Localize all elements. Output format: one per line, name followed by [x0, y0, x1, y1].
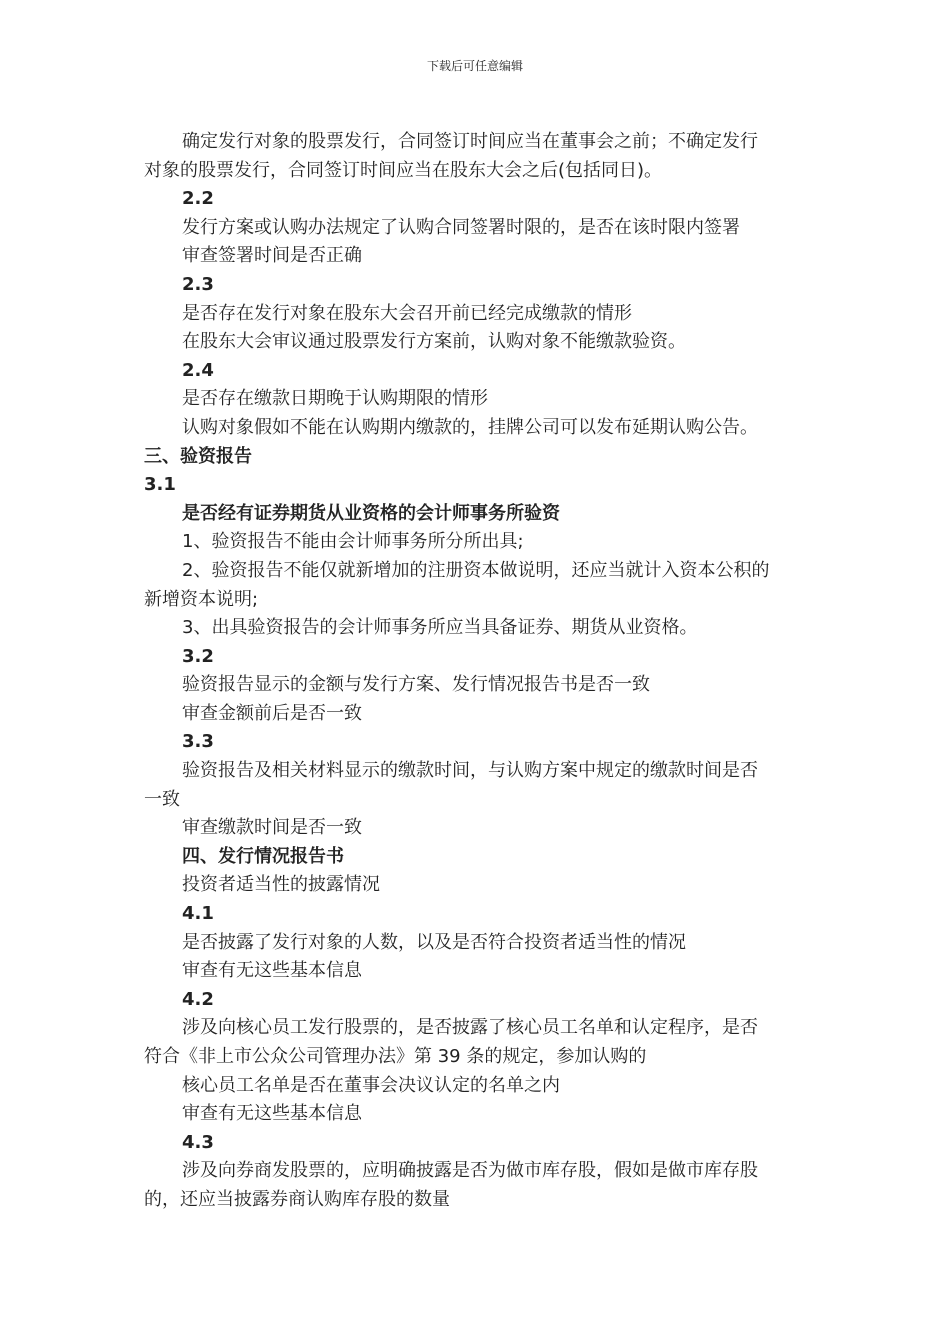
- text-line: 投资者适当性的披露情况: [182, 874, 380, 896]
- text-line: 审查金额前后是否一致: [182, 702, 362, 724]
- text-line: 2、验资报告不能仅就新增加的注册资本做说明，还应当就计入资本公积的: [182, 559, 770, 581]
- section-heading: 4.3: [182, 1131, 214, 1153]
- text-line: 1、验资报告不能由会计师事务所分所出具;: [182, 531, 524, 553]
- text-line: 审查有无这些基本信息: [182, 1103, 362, 1125]
- text-line: 核心员工名单是否在董事会决议认定的名单之内: [182, 1074, 560, 1096]
- text-line: 是否存在发行对象在股东大会召开前已经完成缴款的情形: [182, 302, 632, 324]
- text-line: 认购对象假如不能在认购期内缴款的，挂牌公司可以发布延期认购公告。: [182, 416, 758, 438]
- section-heading: 三、验资报告: [144, 445, 252, 467]
- section-heading: 4.1: [182, 903, 214, 925]
- text-line: 的，还应当披露券商认购库存股的数量: [144, 1188, 450, 1210]
- text-line: 在股东大会审议通过股票发行方案前，认购对象不能缴款验资。: [182, 331, 686, 353]
- document-body: [144, 128, 810, 1215]
- text-line: 验资报告及相关材料显示的缴款时间，与认购方案中规定的缴款时间是否: [182, 760, 758, 782]
- text-line: 对象的股票发行，合同签订时间应当在股东大会之后(包括同日)。: [144, 159, 663, 181]
- text-line: 新增资本说明;: [144, 588, 259, 610]
- section-heading: 3.2: [182, 645, 214, 667]
- text-line: 涉及向券商发股票的，应明确披露是否为做市库存股，假如是做市库存股: [182, 1160, 758, 1182]
- text-line: 发行方案或认购办法规定了认购合同签署时限的，是否在该时限内签署: [182, 216, 740, 238]
- text-line: 审查缴款时间是否一致: [182, 817, 362, 839]
- section-heading: 2.4: [182, 359, 214, 381]
- text-line: 验资报告显示的金额与发行方案、发行情况报告书是否一致: [182, 674, 650, 696]
- section-heading: 2.3: [182, 273, 214, 295]
- section-heading: 3.3: [182, 731, 214, 753]
- text-line: 涉及向核心员工发行股票的，是否披露了核心员工名单和认定程序，是否: [182, 1017, 758, 1039]
- section-heading: 3.1: [144, 474, 176, 496]
- text-line: 3、出具验资报告的会计师事务所应当具备证券、期货从业资格。: [182, 617, 698, 639]
- text-line: 审查签署时间是否正确: [182, 245, 362, 267]
- text-line: 是否存在缴款日期晚于认购期限的情形: [182, 388, 488, 410]
- section-heading: 2.2: [182, 188, 214, 210]
- section-heading: 是否经有证券期货从业资格的会计师事务所验资: [182, 502, 560, 524]
- section-heading: 四、发行情况报告书: [182, 845, 344, 867]
- text-line: 确定发行对象的股票发行，合同签订时间应当在董事会之前；不确定发行: [182, 131, 758, 152]
- page-header: 下载后可任意编辑: [426, 59, 523, 73]
- text-line: 审查有无这些基本信息: [182, 960, 362, 982]
- text-line: 一致: [144, 788, 180, 810]
- text-line: 符合《非上市公众公司管理办法》第 39 条的规定，参加认购的: [144, 1046, 647, 1067]
- section-heading: 4.2: [182, 988, 214, 1010]
- text-line: 是否披露了发行对象的人数，以及是否符合投资者适当性的情况: [182, 931, 686, 953]
